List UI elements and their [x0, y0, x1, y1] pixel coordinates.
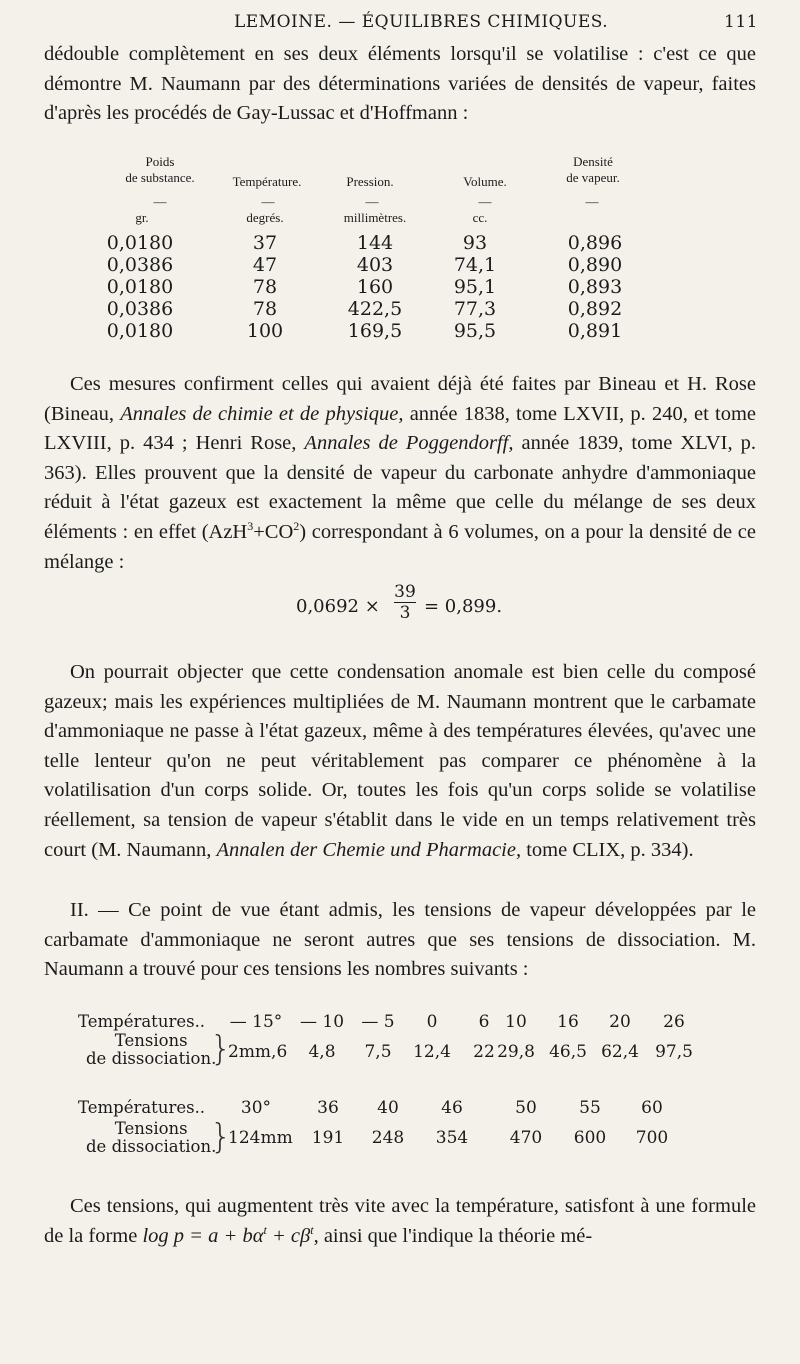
temperature-value: 55	[579, 1098, 601, 1118]
table-cell: 95,1	[453, 276, 497, 298]
tension-value: 46,5	[549, 1042, 587, 1062]
unit-label: degrés.	[246, 210, 284, 225]
unit-label: gr.	[135, 210, 149, 225]
tension-value: 248	[371, 1128, 405, 1148]
tension-value: 470	[509, 1128, 543, 1148]
unit-label: cc.	[472, 210, 488, 225]
table-cell: 0,0180	[106, 232, 174, 254]
temperature-value: 60	[641, 1098, 663, 1118]
table-cell: 0,0386	[106, 298, 174, 320]
table-cell: 100	[246, 320, 284, 342]
tension-value: 4,8	[308, 1042, 336, 1062]
temperature-value: 26	[663, 1012, 685, 1032]
temperature-value: 36	[317, 1098, 339, 1118]
temperature-value: 40	[377, 1098, 399, 1118]
temperature-value: — 5	[361, 1012, 395, 1032]
page-number: 111	[724, 12, 758, 32]
fraction: $\frac{39}{3}$	[394, 582, 416, 623]
tension-value: 7,5	[364, 1042, 392, 1062]
paragraph-bineau-rose: Ces mesures confirment celles qui avaient déjà été faites par Bineau et H. Rose (Bineau, Annales de chimie et de physique, année 1838, tome LXVII, p. 240, et tome LXVIII, p. 434 ; Henri Rose, Annales de Poggendorff, année 1839, tome XLVI, p. 363). Elles prouvent que la densité de vapeur du carbonate anhydre d'ammoniaque réduit à l'état gazeux est exactement la même que celle du mélange de ses deux éléments : en effet $(AzH^3+CO^2)$ correspondant à 6 volumes, on a pour la densité de ce mélange :	[44, 373, 757, 573]
col-header-density: Densité de vapeur.	[566, 154, 620, 185]
temperature-value: 10	[505, 1012, 527, 1032]
temperature-value: — 10	[299, 1012, 345, 1032]
row-label-tensions: Tensions de dissociation.	[86, 1031, 217, 1068]
citation: Annalen der Chemie und Pharmacie,	[216, 838, 522, 861]
table-cell: 403	[356, 254, 394, 276]
tension-value: 600	[573, 1128, 607, 1148]
table-cell: 77,3	[453, 298, 497, 320]
tension-value: 124mm	[228, 1128, 293, 1148]
col-header-temperature: Température.	[232, 174, 302, 189]
table-cell: 0,0180	[106, 276, 174, 298]
paragraph-objection: On pourrait objecter que cette condensation anomale est bien celle du composé gazeux; mais les expériences multipliées de M. Naumann montrent que le carbamate d'ammoniaque ne passe à l'état gazeux, même à des températures élevées, qu'avec une telle lenteur qu'on ne peut véritablement pas comparer ce phénomène à la volatilisation d'un corps solide. Or, toutes les fois qu'un corps solide se volatilise réellement, sa tension de vapeur s'établit dans le vide en un temps relativement très court (M. Naumann, Annalen der Chemie und Pharmacie, tome CLIX, p. 334).	[44, 661, 756, 861]
temperature-value: 0	[426, 1012, 438, 1032]
unit-label: millimètres.	[343, 210, 407, 225]
temperature-value: 30°	[240, 1098, 272, 1118]
brace: }	[210, 1029, 232, 1069]
table-cell: 144	[356, 232, 394, 254]
table-cell: 422,5	[347, 298, 403, 320]
citation: Annales de chimie et de physique,	[120, 402, 404, 425]
tension-value: 97,5	[655, 1042, 693, 1062]
citation: Annales de Poggendorff,	[304, 432, 514, 455]
tension-value: 354	[435, 1128, 469, 1148]
temperature-value: 20	[609, 1012, 631, 1032]
temperature-value: 6	[478, 1012, 490, 1032]
table-cell: 0,890	[567, 254, 623, 276]
table-cell: 169,5	[347, 320, 403, 342]
table-cell: 37	[252, 232, 278, 254]
tension-value: 62,4	[601, 1042, 639, 1062]
tension-value: 12,4	[413, 1042, 451, 1062]
col-header-volume: Volume.	[463, 174, 507, 189]
paragraph-section-ii: II. — Ce point de vue étant admis, les tensions de vapeur développées par le carbamate d'ammoniaque ne seront autres que ses tensions de dissociation. M. Naumann a trouvé pour ces tensions les nombres suivants :	[44, 899, 756, 981]
header-rule: —	[365, 194, 379, 209]
tension-value: 191	[311, 1128, 345, 1148]
log-formula: $\log p = a + b\alpha^t + c\beta^t$	[142, 1222, 314, 1247]
row-label-tensions: Tensions de dissociation.	[86, 1119, 217, 1156]
dissociation-table-2	[78, 1098, 758, 1168]
paragraph-formula: Ces tensions, qui augmentent très vite avec la température, satisfont à une formule de la forme $\log p = a + b\alpha^t + c\beta^t$, ainsi que l'indique la théorie mé-	[44, 1195, 756, 1247]
col-header-pressure: Pression.	[346, 174, 394, 189]
running-head	[44, 12, 760, 38]
col-header-weight: Poids de substance.	[125, 154, 195, 185]
table-cell: 160	[356, 276, 394, 298]
table-cell: 93	[462, 232, 488, 254]
table-cell: 74,1	[453, 254, 497, 276]
table-cell: 47	[252, 254, 278, 276]
running-title: LEMOINE. — ÉQUILIBRES CHIMIQUES.	[234, 12, 609, 32]
row-label-temperatures: Températures..	[78, 1012, 206, 1031]
header-rule: —	[478, 194, 492, 209]
tension-value: 700	[635, 1128, 669, 1148]
header-rule: —	[153, 194, 167, 209]
temperature-value: 46	[441, 1098, 463, 1118]
table-cell: 0,896	[567, 232, 623, 254]
table-cell: 0,892	[567, 298, 623, 320]
table-cell: 78	[252, 276, 278, 298]
table-cell: 0,0180	[106, 320, 174, 342]
temperature-value: — 15°	[229, 1012, 283, 1032]
tension-value: 22	[473, 1042, 495, 1062]
table-cell: 0,891	[567, 320, 623, 342]
tension-value: 2mm,6	[228, 1042, 288, 1062]
table-cell: 78	[252, 298, 278, 320]
table-cell: 0,0386	[106, 254, 174, 276]
row-label-temperatures: Températures..	[78, 1098, 206, 1117]
temperature-value: 16	[557, 1012, 579, 1032]
brace: }	[210, 1117, 232, 1157]
tension-value: 29,8	[497, 1042, 535, 1062]
table-cell: 95,5	[453, 320, 497, 342]
temperature-value: 50	[515, 1098, 537, 1118]
header-rule: —	[585, 194, 599, 209]
dissociation-table-1	[78, 1012, 758, 1082]
book-page: LEMOINE. — ÉQUILIBRES CHIMIQUES. 111 dédouble complètement en ses deux éléments lorsqu'il se volatilise : c'est ce que démontre M. Naumann par des déterminations variées de densités de vapeur, faites d'après les procédés de Gay-Lussac et d'Hoffmann : Poids de substance. Température. Pression. Volume. Densité de vapeur. — — — — — gr. degrés. millimètres. cc. 0,0180 37 144 93 0,896 0,0386 47 403 74,1 0,890 0,0180 78 160 95,1 0,893 0,0386 78 422,5 77,3 0,892 0,0180 100 169,5 95,5 0,891 Ces mesures confirment celles qui avaient déjà été faites par Bineau et H. Rose (Bineau, Annales de chimie et de physique, année 1838, tome LXVII, p. 240, et tome LXVIII, p. 434 ; Henri Rose, Annales de Poggendorff, année 1839, tome XLVI, p. 363). Elles prouvent que la densité de vapeur du carbonate anhydre d'ammoniaque réduit à l'état gazeux est exactement la même que celle du mélange de ses deux éléments : en effet $(AzH^3+CO^2)$ correspondant à 6 volumes, on a pour la densité de ce mélange : 0,0692 × $\frac{39}{3}$ = 0,899. On pourrait objecter que cette condensation anomale est bien celle du composé gazeux; mais les expériences multipliées de M. Naumann montrent que le carbamate d'ammoniaque ne passe à l'état gazeux, même à des températures élevées, qu'avec une telle lenteur qu'on ne peut véritablement pas comparer ce phénomène à la volatilisation d'un corps solide. Or, toutes les fois qu'un corps solide se volatilise réellement, sa tension de vapeur s'établit dans le vide en un temps relativement très court (M. Naumann, Annalen der Chemie und Pharmacie, tome CLIX, p. 334). II. — Ce point de vue étant admis, les tensions de vapeur développées par le carbamate d'ammoniaque ne seront autres que ses tensions de dissociation. M. Naumann a trouvé pour ces tensions les nombres suivants : Températures.. Tensions de dissociation. } — 15° — 10 — 5 0 6 10 16 20 26 2mm,6 4,8 7,5 12,4 22 29,8 46,5 62,4 97,5 Températures.. Tensions de dissociation. } 30° 36 40 46 50 55 60 124mm 191 248 354 470 600 700 Ces tensions, qui augmentent très vite avec la température, satisfont à une formule de la forme $\log p = a + b\alpha^t + c\beta^t$, ainsi que l'indique la théorie mé-	[0, 0, 800, 1364]
header-rule: —	[261, 194, 275, 209]
intro-paragraph: dédouble complètement en ses deux éléments lorsqu'il se volatilise : c'est ce que démontre M. Naumann par des déterminations variées de densités de vapeur, faites d'après les procédés de Gay-Lussac et d'Hoffmann :	[44, 43, 756, 125]
table-cell: 0,893	[567, 276, 623, 298]
